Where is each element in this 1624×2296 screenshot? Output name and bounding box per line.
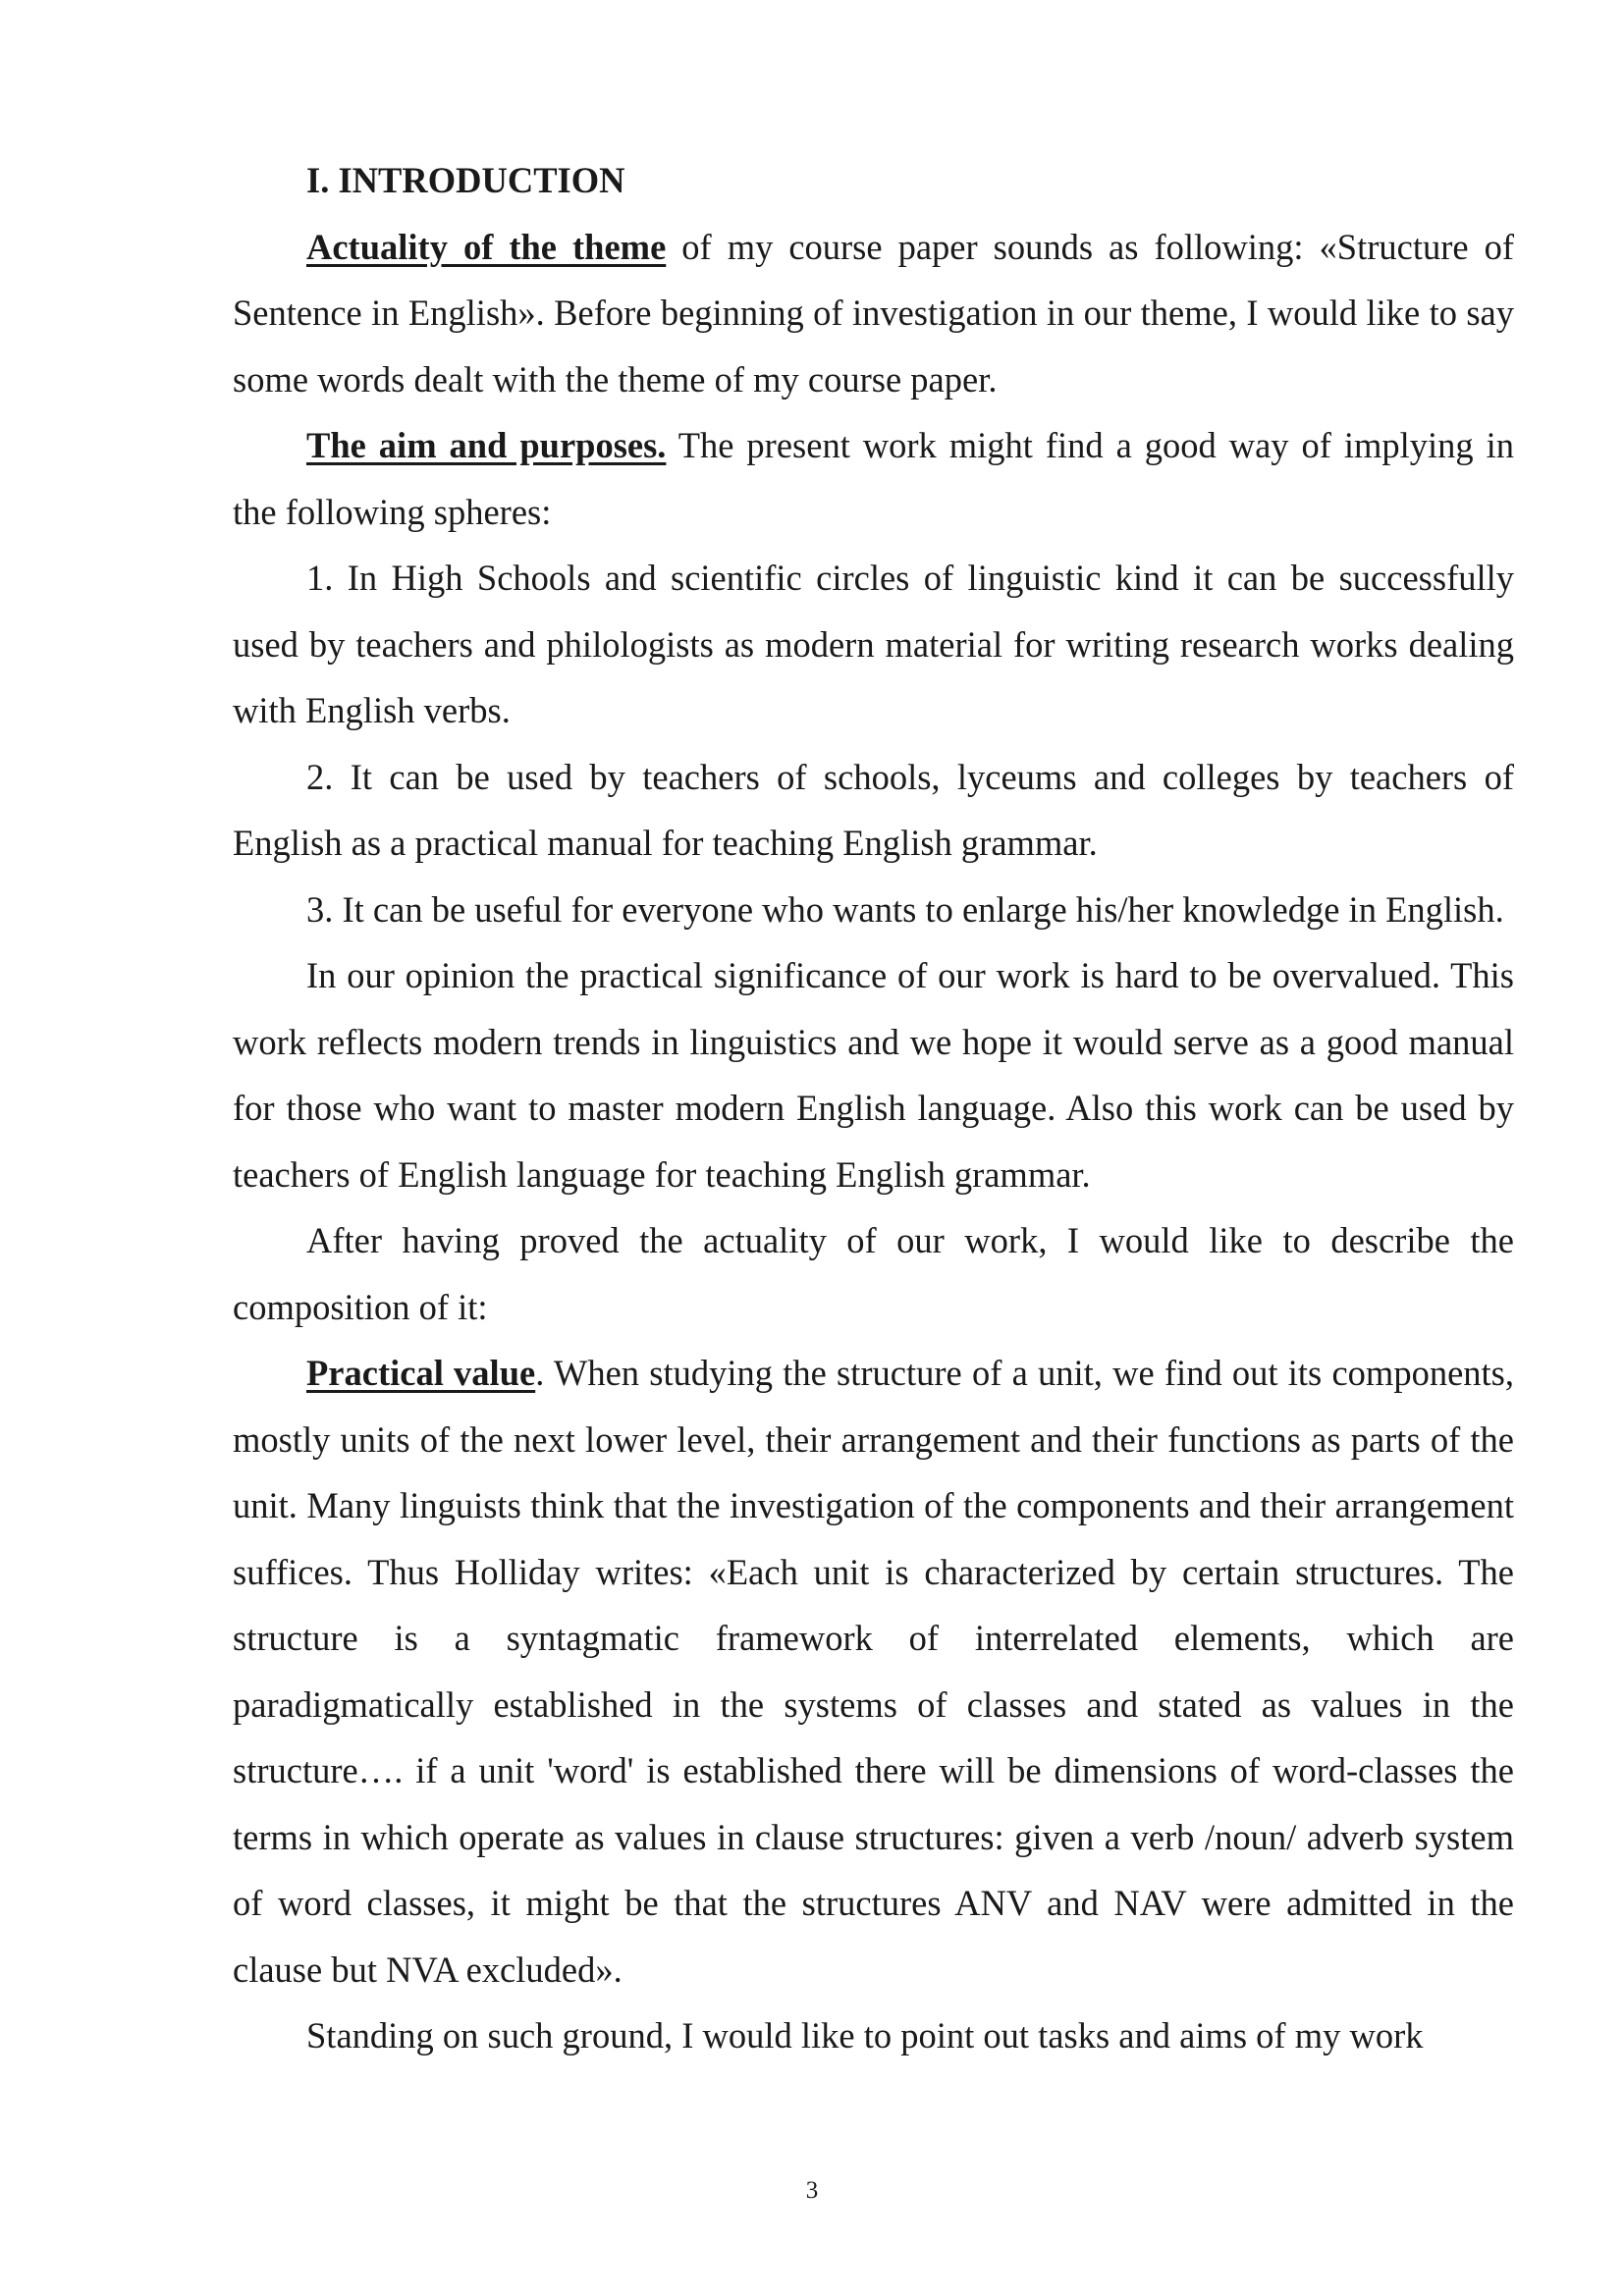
paragraph-text: In our opinion the practical significance of our work is hard to be overvalued. This work reflects modern trends in linguistics and we hope it would serve as a good manual for those who want to master modern English language. Also this work can be used by teachers of English language for teaching English grammar. — [233, 955, 1514, 1195]
paragraph-text: 2. It can be used by teachers of schools, lyceums and colleges by teachers of English as a practical manual for teaching English grammar. — [233, 756, 1514, 863]
paragraph-lead: Practical value — [306, 1353, 536, 1393]
paragraph-significance — [233, 942, 1514, 1207]
document-page — [233, 147, 1514, 2069]
paragraph-text: . When studying the structure of a unit, we find out its components, mostly units of the next lower level, their arrangement and their functions as parts of the unit. Many linguists think that the investigation of the components and their arrangement suffices. Thus Holliday writes: «Each unit is characterized by certain structures. The structure is a syntagmatic framework of interrelated elements, which are paradigmatically established in the systems of classes and stated as values in the structure…. if a unit 'word' is established there will be dimensions of word-classes the terms in which operate as values in clause structures: given a verb /noun/ adverb system of word classes, it might be that the structures ANV and NAV were admitted in the clause but NVA excluded». — [233, 1353, 1514, 1990]
paragraph-actuality — [233, 214, 1514, 413]
paragraph-text: of my course paper sounds as following: «Structure of Sentence in English». Before beginning of investigation in our theme, I would like to say some words dealt with the theme of my course paper. — [233, 226, 1514, 400]
paragraph-lead: Actuality of the theme — [306, 226, 667, 267]
paragraph-text: After having proved the actuality of our work, I would like to describe the composition of it: — [233, 1220, 1514, 1327]
list-item-1 — [233, 545, 1514, 744]
list-item-2 — [233, 744, 1514, 877]
paragraph-text: Standing on such ground, I would like to point out tasks and aims of my work — [306, 2015, 1424, 2056]
paragraph-lead: The aim and purposes. — [306, 425, 667, 465]
paragraph-practical-value — [233, 1340, 1514, 2002]
paragraph-aim — [233, 412, 1514, 545]
paragraph-composition — [233, 1207, 1514, 1340]
paragraph-text: 3. It can be useful for everyone who wants to enlarge his/her knowledge in English. — [306, 888, 1504, 930]
section-heading: I. INTRODUCTION — [306, 160, 625, 200]
list-item-3 — [233, 877, 1514, 943]
paragraph-text: 1. In High Schools and scientific circles of linguistic kind it can be successfully used by teachers and philologists as modern material for writing research works dealing with English verbs. — [233, 558, 1514, 730]
paragraph-tasks — [233, 2002, 1514, 2069]
paragraph-text: The present work might find a good way of implying in the following spheres: — [233, 425, 1514, 532]
page-number: 3 — [805, 2177, 819, 2204]
